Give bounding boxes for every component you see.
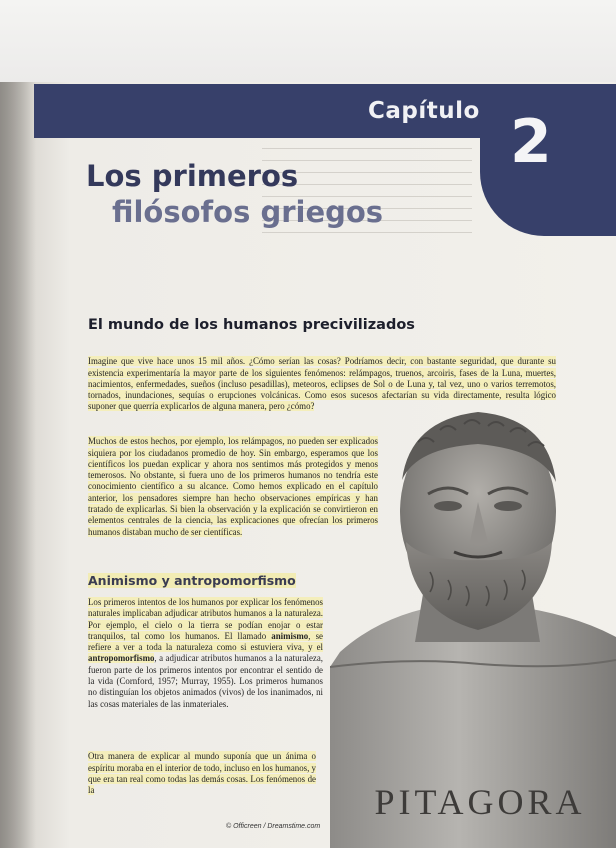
term-anthropomorphism: antropomorfismo [88, 653, 155, 664]
paragraph-spirit-text: Otra manera de explicar al mundo suponía que un ánima o espíritu moraba en el interior de todo, incluso en los humanos, y que era tan real como todas las demás cosas. Los fenómenos de la [88, 751, 316, 796]
chapter-title-line2: filósofos griegos [112, 195, 384, 229]
page-top-margin [0, 0, 616, 82]
section-heading: El mundo de los humanos precivilizados [88, 317, 415, 333]
paragraph-animism [88, 597, 323, 710]
paragraph-spirit [88, 740, 316, 796]
paragraph-intro-text: Imagine que vive hace unos 15 mil años. ¿Cómo serían las cosas? Podríamos decir, con bastante seguridad, que durante su existencia experimentaría la mayor parte de los siguientes fenómenos: relámpagos, truenos, arcoiris, fases de la Luna, muertes, nacimientos, enfermedades, sueños (incluso pesadillas), meteoros, eclipses de Sol o de Luna y, tal vez, uno o varios terremotos, tornados, inundaciones, sequías o erupciones volcánicas. Como esos sucesos afectarían su vida directamente, resulta lógico suponer que querría explicarlos de alguna manera, pero ¿cómo? [88, 356, 556, 412]
page-gutter-shadow [0, 82, 36, 848]
pythagoras-bust-image [330, 402, 616, 848]
paragraph-explanations-text: Muchos de estos hechos, por ejemplo, los relámpagos, no pueden ser explicados siquiera por los ciudadanos promedio de hoy. Sin embargo, esperamos que los científicos los puedan explicar y ahora nos sentimos más protegidos y menos temerosos. No obstante, si fuera uno de los primeros humanos no tendría este conocimiento científico a su alcance. Como hemos explicado en el capítulo anterior, los pensadores siempre han hecho observaciones empíricas y han tratado de explicarlas. Si bien la observación y la explicación se convirtieron en elementos centrales de la ciencia, las explicaciones que ofrecían los primeros humanos distaban mucho de ser científicas. [88, 436, 378, 537]
paragraph-animism-text-a: Los primeros intentos de los humanos por explicar los fenómenos naturales implicaban adjudicar atributos humanos a la naturaleza. Por ejemplo, el cielo o la tierra se podían enojar o estar tranquilos, tal como los humanos. El llamado [88, 597, 323, 641]
chapter-title-line1: Los primeros [86, 159, 299, 193]
paragraph-animism-text-b: , se refiere a ver a toda la naturaleza como si estuviera viva, y el [88, 630, 323, 653]
image-credit: © Officreen / Dreamstime.com [226, 823, 321, 830]
bust-inscription: PITAGORA [374, 782, 586, 822]
chapter-label: Capítulo [368, 98, 480, 124]
chapter-number: 2 [510, 107, 552, 177]
subsection-heading: Animismo y antropomorfismo [88, 573, 296, 588]
paragraph-animism-text-c: , a adjudicar atributos humanos a la naturaleza, fueron parte de los primeros intentos por encontrar el sentido de la vida (Cornford, 1957; Murray, 1955). Los primeros humanos no distinguían los objetos animados (vivos) de los inanimados, ni las cosas materiales de las inmateriales. [88, 653, 323, 709]
term-animism: animismo [271, 630, 309, 641]
